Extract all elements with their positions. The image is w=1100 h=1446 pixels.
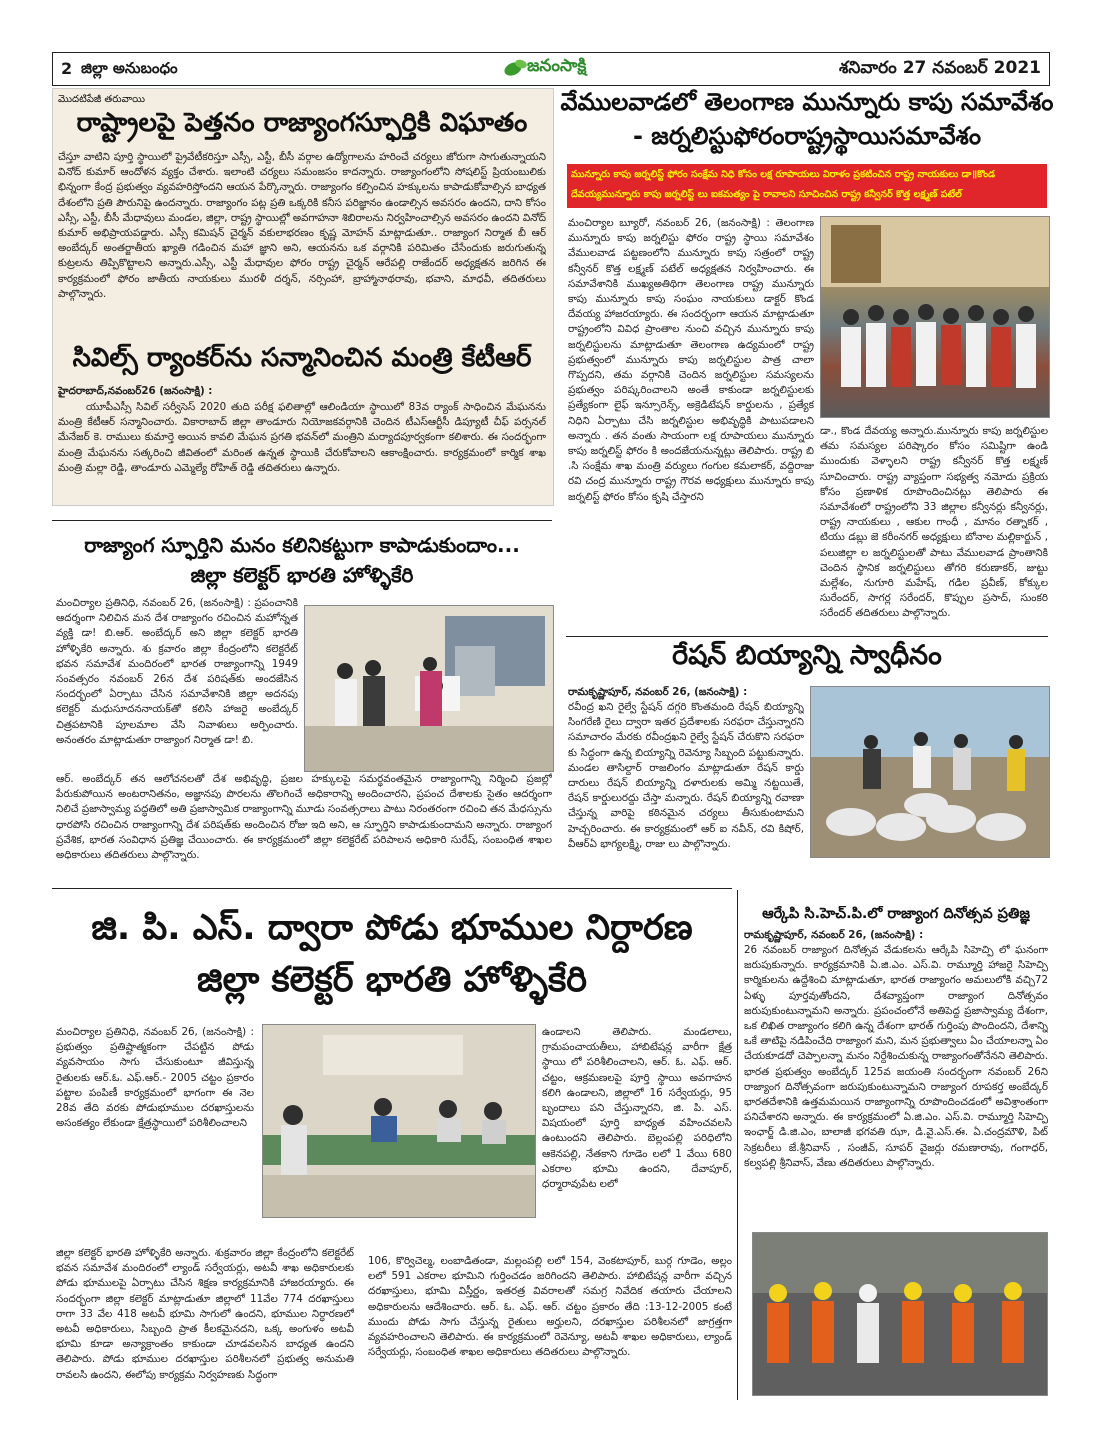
article2-dateline: హైదరాబాద్,నవంబర్26 (జనంసాక్షి) :: [58, 385, 213, 397]
headline-ration: రేషన్ బియ్యాన్ని స్వాధీనం: [672, 640, 942, 671]
group-photo-icon: [821, 217, 1049, 417]
headline-constitution: రాజ్యాంగ స్ఫూర్తిని మనం కలినికట్టుగా కాపాడుకుందాం...: [84, 533, 520, 557]
article4-body-full: ఆర్. అంబేద్కర్ తన ఆలోచనలతో దేశ అభివృద్ధి, ప్రజల హక్కులపై సమర్థవంతమైన రాజ్యాంగాన్ని నిర్మించి ప్రజల్లో పేరుకుపోయిన అంటరానితనం, అజ్ఞానపు పొరలను తొలగించే అధికారాన్ని అందించారని, ప్రపంచ దేశాలకు సైతం ఆదర్శంగా నిలిచే ప్రజాస్వామ్య పద్ధతిలో అతి ప్రజాస్వామిక రాజ్యాంగాన్ని మూడు సంవత్సరాలు పాటు నిరంతరంగా రచించి తన మేధస్సును ధారపోసి రచించిన రాజ్యాంగాన్ని దేశ పరిషత్‌కు అందించిన రోజు ఇది అని, ఆ స్ఫూర్తిని కాపాడుకుందామని అన్నారు. రాజ్యాంగ ప్రవేశిక, భారత సంవిధాన ప్రతిజ్ఞ చేయించారు. ఈ కార్యక్రమంలో జిల్లా కలెక్టరేట్ పరిపాలన అధికారి సురేష్, సంబంధిత శాఖల అధికారులు తదితరులు పాల్గొన్నారు.: [56, 773, 552, 862]
headline-collector-2: జిల్లా కలెక్టర్ భారతి హోళ్ళికేరి: [197, 960, 587, 1000]
page-number: 2: [61, 59, 73, 78]
article2-body: యూపీఎస్సీ సివిల్ సర్వీసెస్ 2020 తుది పరీక్ష ఫలితాల్లో ఆలిండియా స్థాయిలో 83వ ర్యాంక్ సాధించిన మేఘనను మంత్రి కేటీఆర్ సన్మానించారు. వికారాబాద్ జిల్లా తాండూరు నియోజకవర్గానికి చెందిన టీఎస్‌ఆర్టీసీ డిప్యూటీ చీఫ్ పర్సనల్ మేనేజర్ కె. రాములు కుమార్తె అయిన కావలి మేఘన ప్రగతి భవన్‌లో మంత్రిని మర్యాదపూర్వకంగా కలిశారు. ఈ సందర్భంగా మంత్రి మేఘనను సత్కరించి జీవితంలో మరింత ఉన్నత స్థాయికి చేరుకోవాలని ఆకాంక్షించారు. కార్యక్రమంలో కార్మిక శాఖ మంత్రి మల్లా రెడ్డి, తాండూరు ఎమ్మెల్యే రోహిత్ రెడ్డి తదితరులు ఉన్నారు.: [58, 401, 546, 474]
masthead-logo: [501, 54, 613, 80]
divider-left-1: [52, 520, 552, 521]
article3-body-left: మంచిర్యాల బ్యూరో, నవంబర్ 26, (జనంసాక్షి) : తెలంగాణ మున్నూరు కాపు జర్నలిస్టు ఫోరం రాష్ట్ర స్థాయి సమావేశం వేములవాడ పట్టణంలోని మున్నూరు కాపు సత్రంలో రాష్ట్ర కన్వీనర్ కొత్త లక్ష్మణ్ పటేల్ అధ్యక్షతన నిర్వహించారు. ఈ సమావేశానికి ముఖ్యఅతిథిగా తెలంగాణ రాష్ట్ర మున్నూరు కాపు మున్నూరు కాపు సంఘం నాయకులు డాక్టర్ కొండ దేవయ్య హాజరయ్యారు. ఈ సందర్భంగా ఆయన మాట్లాడుతూ రాష్ట్రంలోని వివిధ ప్రాంతాల నుంచి వచ్చిన మున్నూరు కాపు జర్నలిస్టులను మాట్లాడుతూ తెలంగాణ ఉద్యమంలో రాష్ట్ర ప్రభుత్వంలో మున్నూరు కాపు జర్నలిస్టుల పాత్ర చాలా గొప్పదని, తమ వర్గానికి చెందిన జర్నలిస్టుల సమస్యలను ప్రభుత్వం పరిష్కరించాలని అంతే కాకుండా జర్నలిస్టులకు ప్రత్యేకంగా లైఫ్ ఇన్సూరెన్స్, అక్రెడిటేషన్ కార్డులను , ప్రత్యేక నిధిని ఏర్పాటు చేసి జర్నలిస్టుల అభివృద్ధికి పాటుపడాలని అన్నారు . తన వంతు సాయంగా లక్ష రూపాయలు మున్నూరు కాపు జర్నలిస్ట్ ఫోరం కి అందజేయనున్నట్లు తెలిపారు. రాష్ట్ర బి .సి సంక్షేమ శాఖ మంత్రి వర్యులు గంగుల కమలాకర్, వద్దిరాజు రవి చంద్ర మున్నూరు రాష్ట్ర గౌరవ అధ్యక్షులు మున్నూరు కాపు జర్నలిస్ట్ ఫోరం కోసం కృషి చేస్తారని: [568, 217, 814, 503]
divider-vertical-bottom: [737, 890, 738, 1400]
masthead-name: జనంసాక్షి: [527, 56, 587, 76]
chp-pledge-photo: [752, 1232, 1048, 1396]
ceremony-photo-icon: [305, 606, 553, 771]
article4-body-left: మంచిర్యాల ప్రతినిధి, నవంబర్ 26, (జనంసాక్షి) : ప్రపంచానికి ఆదర్శంగా నిలిచిన మన దేశ రాజ్యాంగం రచించిన మహోన్నత వ్యక్తి డా! బి.ఆర్. అంబేద్కర్ అని జిల్లా కలెక్టర్ భారతి హోళ్ళికేరి అన్నారు. శు క్రవారం జిల్లా కేంద్రంలోని కలెక్టరేట్ భవన సమావేశ మందిరంలో భారత రాజ్యాంగాన్ని 1949 సంవత్సరం నవంబర్ 26న దేశ పరిషత్‌కు అందజేసిన సందర్భంలో ఏర్పాటు చేసిన సమావేశానికి జిల్లా అదనపు కలెక్టర్ మధుసూదననాయక్‌తో కలిసి హాజరై అంబేద్కర్ చిత్రపటానికి పూలమాల వేసి నివాళులు అర్పించారు. అనంతరం మాట్లాడుతూ రాజ్యాంగ నిర్మాత డా! బి.: [56, 597, 298, 746]
munnuru-meeting-photo: [820, 216, 1050, 418]
meeting-hall-photo-icon: [263, 1025, 535, 1217]
article1-body: చేస్తూ వాటిని పూర్తి స్థాయిలో ప్రైవేటీకరిస్తూ ఎస్సీ, ఎస్టీ, బీసీ వర్గాల ఉద్యోగాలను హరించే చర్యలు జోరుగా సాగుతున్నాయని వినోద్ కుమార్ ఆందోళన వ్యక్తం చేశారు. ఇలాంటి చర్యలు సమంజసం కాదన్నారు. రాజ్యాంగంలోని సోషలిస్ట్ ప్రియంబులికు భిన్నంగా కేంద్ర ప్రభుత్వం వ్యవహరిస్తోందని ఆయన పేర్కొన్నారు. రాజ్యాంగం కల్పించిన హక్కులను కాపాడుకోవాల్సిన బాధ్యత దేశంలోని ప్రతి పౌరునిపై ఉందన్నారు. రాజ్యాంగం పట్ల ప్రతి ఒక్కరికి కనీస పరిజ్ఞానం ఉండాల్సిన అవసరం ఉందని, దాని కోసం ఎస్సీ, ఎస్టీ, బీసీ మేధావులు మండల, జిల్లా, రాష్ట్ర స్థాయిల్లో అవగాహనా శిబిరాలను నిర్వహించాల్సిన అవసరం ఉందని వినోద్ కుమార్ అభిప్రాయపడ్డారు. ఎస్సీ కమిషన్ చైర్మన్ వకులాభరణం కృష్ణ మోహన్ మాట్లాడుతూ.. రాజ్యాంగ నిర్మాత బీ ఆర్ అంబేద్కర్ అంతర్జాతీయ ఖ్యాతి గడించిన మహా జ్ఞాని అని, ఆయనను ఒక వర్గానికి పరిమితం చేసేందుకు జరుగుతున్న కుట్రలను తిప్పికొట్టాలని అన్నారు.ఎస్సీ, ఎస్టీ మేధావుల ఫోరం రాష్ట్ర చైర్మన్ ఆరేపల్లి రాజేందర్ అధ్యక్షతన జరిగిన ఈ కార్యక్రమంలో ఫోరం జాతీయ నాయకులు మురళీ దర్శన్, నర్సింహా, బ్రాహ్మానాథరావు, భవాని, మాధవీ, తదితరులు పాల్గొన్నారు.: [58, 151, 546, 300]
article6-col1-full: జిల్లా కలెక్టర్ భారతి హోళ్ళికేరి అన్నారు. శుక్రవారం జిల్లా కేంద్రంలోని కలెక్టరేట్ భవన సమావేశ మందిరంలో ల్యాండ్ సర్వేయర్లు, అటవీ శాఖ అధికారులకు పోడు భూములపై ఏర్పాటు చేసిన శిక్షణ కార్యక్రమానికి హాజరయ్యారు. ఈ సందర్భంగా జిల్లా కలెక్టర్ మాట్లాడుతూ జిల్లాలో 11వేల 774 దరఖాస్తులు రాగా 33 వేల 418 అటవీ భూమి సాగులో ఉందని, భూముల నిర్ధారణలో అటవీ అధికారులు, సిబ్బంది ప్రాత కీలకమైనదని, ఒక్క అంగుళం అటవీ భూమి కూడా అన్యాక్రాంతం కాకుండా చూడవలసిన బాధ్యత ఉందని తెలిపారు. పోడు భూముల దరఖాస్తుల పరిశీలనలో ప్రభుత్వ అనుమతి రావలసి ఉందని, ఈలోపు కార్యక్రమ నిర్వహణకు సిద్ధంగా: [56, 1247, 354, 1381]
ration-rice-photo: [810, 686, 1050, 858]
headline-munnuru: వేములవాడలో తెలంగాణ మున్నూరు కాపు సమావేశం: [560, 88, 1054, 116]
headline-gps: జి. పి. ఎస్. ద్వారా పోడు భూముల నిర్దారణ: [91, 908, 693, 948]
gps-training-photo: [262, 1024, 536, 1218]
article6-col2-top: ఉండాలని తెలిపారు. మండలాలు, గ్రామపంచాయతీలు, హాబిటేషన్ల వారీగా క్షేత్ర స్థాయి లో పరిశీలించాలని, ఆర్. ఓ. ఎఫ్. ఆర్. చట్టం, ఆక్రమణలపై పూర్తి స్థాయి అవగాహన కలిగి ఉండాలని, జిల్లాలో 16 సర్వేయర్లు, 95 బృందాలు పని చేస్తున్నారని, జి. పి. ఎస్. విషయంలో పూర్తి బాధ్యత వహించవలసి ఉంటుందని తెలిపారు. బెల్లంపల్లి పరిధిలోని ఆకెనపల్లి, నేతకాని గూడెం లలో 1 వేయి 680 ఎకరాల భూమి ఉందని, దేవాపూర్, ధర్మారావుపేట లలో: [542, 1026, 732, 1191]
red-banner: [567, 164, 1047, 208]
headline-forum: - జర్నలిస్టుఫోరంరాష్ట్రస్థాయిసమావేశం: [632, 122, 982, 150]
issue-date: శనివారం 27 నవంబర్ 2021: [839, 58, 1041, 78]
collector-ceremony-photo: [304, 605, 554, 772]
article6-col1-top: మంచిర్యాల ప్రతినిధి, నవంబర్ 26, (జనంసాక్షి) : ప్రభుత్వం ప్రతిష్టాత్మకంగా చేపట్టిన పోడు వ్యవసాయం సాగు చేసుకుంటూ జీవిస్తున్న రైతులకు ఆర్.ఓ. ఎఫ్.ఆర్.- 2005 చట్టం ప్రకారం పట్టాల పంపిణీ కార్యక్రమంలో భాగంగా ఈ నెల 28వ తేది వరకు పోడుభూముల దరఖాస్తులను అసంకత్యం లేకుండా క్షేత్రస్థాయిలో పరిశీలించాలని: [56, 1026, 254, 1130]
headline-civils: సివిల్స్ ర్యాంకర్‌ను సన్మానించిన మంత్రి కేటీఆర్: [72, 343, 532, 373]
article7-body: 26 నవంబర్ రాజ్యాంగ దినోత్సవ వేడుకలను ఆర్కేపి సిహెచ్పి లో ఘనంగా జరుపుకున్నారు. కార్యక్రమానికి ఏ.జి.ఎం. ఎస్.వి. రామ్మూర్తి హాజరై సిహెచ్పి కార్మికులను ఉద్దేశించి మాట్లాడుతూ, భారత రాజ్యాంగం అమలులోకి వచ్చి72 ఏళ్ళు పూర్తవుతోందని, దేశవ్యాప్తంగా రాజ్యాంగ దినోత్సవం జరుపుకుంటున్నామని అన్నారు. ప్రపంచంలోనే అతిపెద్ద ప్రజాస్వామ్య దేశంగా, ఒక లిఖిత రాజ్యాంగం కలిగి ఉన్న దేశంగా భారత్ గుర్తింపు పొందిందని, దేశాన్ని ఒకే తాటిపై నడిపించేది రాజ్యాంగ మని, మన ప్రభుత్వాలు ఏం చేయాలన్నా ఏం చేయకూడదో చెప్పాలన్నా మనం నిర్దేశించుకున్న రాజ్యాంగంతోనేనని తెలిపారు. భారత ప్రభుత్వం అంబేద్కర్ 125వ జయంతి సందర్భంగా నవంబర్ 26ని రాజ్యాంగ దినోత్సవంగా జరుపుకుంటున్నామని రాజ్యాంగ రూపకర్త అంబేద్కర్ భారతదేశానికి ఉత్తమమయిన రాజ్యాంగాన్ని రూపొందించడంలో అవిశ్రాంతంగా పనిచేశారని అన్నారు. ఈ కార్యక్రమంలో ఏ.జి.ఎం. ఎస్.వి. రామ్మూర్తి సిహెచ్పి ఇంఛార్జ్ డి.జి.ఎం, బాలాజీ భగవతి ఝా, డి.వై.ఎస్.ఈ. ఏ.చంద్రమౌళి, పిట్ సెక్రటరీలు జే.శ్రీనివాస్ , సంజీవ్, సూపర్ వైజర్లు రమణారావు, గంగాధర్, కల్వపల్లి శ్రీనివాస్, వేణు తదితరులు పాల్గొన్నారు.: [744, 944, 1048, 1169]
article6-col2-full: 106, కొర్విచెల్మ, లంబాడితండా, మల్లంపల్లి లలో 154, వెంకటాపూర్, బుర్గ గూడెం, అల్లం లలో 591 ఎకరాల భూమిని గుర్తించడం జరిగిందని తెలిపారు. హాబిటేషన్ల వారీగా వచ్చిన దరఖాస్తులు, భూమి విస్తీర్ణం, ఇతరత్ర వివరాలతో సమగ్ర నివేదిక తయారు చేయాలని అధికారులను ఆదేశించారు. ఆర్. ఓ. ఎఫ్. ఆర్. చట్టం ప్రకారం తేది :13-12-2005 కంటే ముందు పోడు సాగు చేస్తున్న రైతులు అర్హులని, దరఖాస్తుల పరిశీలనలో జాగ్రత్తగా వ్యవహరించాలని తెలిపారు. ఈ కార్యక్రమంలో రెవెన్యూ, అటవీ శాఖల అధికారులు, ల్యాండ్ సర్వేయర్లు, సంబంధిత శాఖల అధికారులు తదితరులు పాల్గొన్నారు.: [368, 1255, 732, 1359]
article7-dateline: రామకృష్ణాపూర్, నవంబర్ 26, (జనంసాక్షి) :: [744, 929, 924, 941]
article5-dateline: రామకృష్ణాపూర్, నవంబర్ 26, (జనంసాక్షి) :: [568, 686, 748, 698]
divider-left-2: [52, 888, 732, 889]
section-title: జిల్లా అనుబంధం: [81, 59, 178, 77]
headline-chp: ఆర్కేపి సి.హెచ్.పి.లో రాజ్యాంగ దినోత్సవ ప్రతిజ్ఞ: [762, 906, 1030, 922]
banner-line-2: దేవయ్యమున్నూరు కాపు జర్నలిస్ట్ లు ఐకమత్యం పై రావాలని సూచించిన రాష్ట్ర కన్వీనర్ కొత్త లక్ష్మణ్ పటేల్: [571, 189, 962, 200]
page-header: [52, 52, 1050, 86]
divider-right-1: [566, 636, 1048, 637]
workers-pledge-photo-icon: [753, 1233, 1047, 1395]
banner-line-1: మున్నూరు కాపు జర్నలిస్ట్ ఫోరం సంక్షేమ నిధి కోసం లక్ష రూపాయలు విరాళం ప్రకటించిన రాష్ట్ర నాయకులు డా॥కొండ: [571, 169, 996, 180]
article3-body-right: డా., కొండ దేవయ్య అన్నారు.మున్నూరు కాపు జర్నలిస్టుల తమ సమస్యల పరిష్కారం కోసం సమిష్టిగా ఉండి ముందుకు వెళ్ళాలని రాష్ట్ర కన్వీనర్ కొత్త లక్ష్మణ్ సూచించారు. రాష్ట్ర వ్యాప్తంగా సభ్యత్వ నమోదు ప్రక్రియ కోసం ప్రణాళిక రూపొందించినట్లు తెలిపారు ఈ సమావేశంలో రాష్ట్రంలోని 33 జిల్లాల కన్వీనర్లు కన్వీనర్లు, రాష్ట్ర నాయకులు , ఆకుల గాంధీ , మానం రత్నాకర్ , టియు డబ్లు జె కరీంనగర్ అధ్యక్షులు బోనాల మల్లికార్జున్ , పలుజిల్లా ల జర్నలిస్టులతో పాటు వేములవాడ ప్రాంతానికి చెందిన స్థానిక జర్నలిస్టులు తోగరి కరుణాకర్, జుట్టు మల్లేశం, నుగూరి మహేష్, గడిల ప్రవీణ్, కోక్కుల సురేందర్, సాగర్ల సరేందర్, కొప్పుల ప్రసాద్, సుంకరి సరేందర్ తదితరులు పాల్గొన్నారు.: [820, 425, 1048, 620]
article5-body: రవీంద్ర ఖని రైల్వే స్టేషన్ దగ్గరి కొంతమంది రేషన్ బియ్యాన్ని సింగరేణి రైలు ద్వారా ఇతర ప్రదేశాలకు సరఫరా చేస్తున్నారని సమాచారం మేరకు రవీంద్రఖని రైల్వే స్టేషన్ చేరుకొని సరఫరా కు సిద్ధంగా ఉన్న బియ్యాన్ని రెవెన్యూ సిబ్బంది పట్టుకున్నారు. మండల తాసిల్దార్ రాజలింగం మాట్లాడుతూ రేషన్ కార్డు దారులు రేషన్ బియ్యాన్ని దళారులకు అమ్మి నట్టయితే, రేషన్ కార్డులురద్దు చేస్తా మన్నారు. రేషన్ బియ్యాన్ని రవాణా చేస్తున్న వారిపై కఠినమైన చర్యలు తీసుకుంటామని హెచ్చరించారు. ఈ కార్యక్రమంలో ఆర్ ఐ నవీన్, రవి కిషోర్, వీఆర్ఏ భాగ్యలక్ష్మి, రాజు లు పాల్గొన్నారు.: [568, 701, 804, 850]
headline-collector-1: జిల్లా కలెక్టర్ భారతి హోళ్ళికేరి: [190, 563, 414, 587]
rice-bags-photo-icon: [811, 687, 1049, 857]
headline-states: రాష్ట్రాలపై పెత్తనం రాజ్యాంగస్ఫూర్తికి విఘాతం: [76, 108, 528, 138]
continued-label: మొదటిపేజీ తరువాయి: [58, 94, 145, 105]
